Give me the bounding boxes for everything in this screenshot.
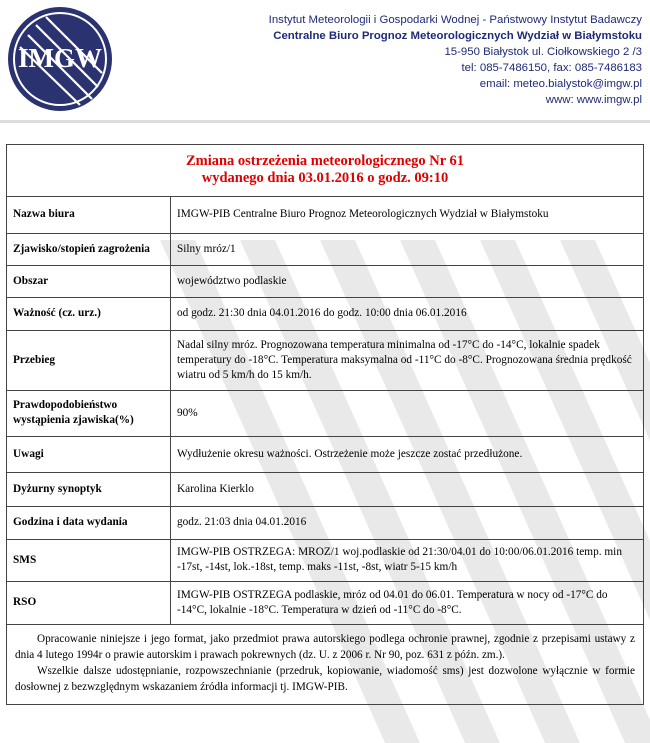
row-value: od godz. 21:30 dnia 04.01.2016 do godz. 10:00 dnia 06.01.2016	[171, 297, 644, 330]
row-value: IMGW-PIB OSTRZEGA: MROZ/1 woj.podlaskie od 21:30/04.01 do 10:00/06.01.2016 temp. min -17st, -14st, lok.-18st, temp. maks -11st, -8st, wiatr 5-15 km/h	[171, 539, 644, 581]
table-row	[7, 539, 643, 581]
row-label: Obszar	[7, 265, 171, 297]
row-label: Uwagi	[7, 436, 171, 472]
table-row	[7, 436, 643, 472]
website[interactable]: www: www.imgw.pl	[545, 94, 642, 106]
copyright-paragraph: Opracowanie niniejsze i jego format, jako przedmiot prawa autorskiego podlega ochronie prawnej, zgodnie z przepisami ustawy z dnia 4 lutego 1994r o prawie autorskim i prawach pokrewnych (dz. U. z 2006 r. Nr 90, poz. 631 z późn. zm.).	[15, 632, 635, 661]
redistribution-paragraph: Wszelkie dalsze udostępnianie, rozpowszechnianie (przedruk, kopiowanie, wiadomość sms) jest dozwolone wyłącznie w formie dosłownej z bezwzględnym wskazaniem źródła informacji tj. IMGW-PIB.	[15, 664, 635, 693]
row-label: Przebieg	[7, 330, 171, 390]
row-label: Zjawisko/stopień zagrożenia	[7, 233, 171, 265]
table-row	[7, 233, 643, 265]
row-value: godz. 21:03 dnia 04.01.2016	[171, 506, 644, 539]
row-value: IMGW-PIB OSTRZEGA podlaskie, mróz od 04.01 do 06.01. Temperatura w nocy od -17°C do -14°C, lokalnie -18°C. Temperatura w dzień od -11°C do -8°C.	[171, 581, 644, 624]
bureau-name: Centralne Biuro Prognoz Meteorologicznych Wydział w Białymstoku	[273, 30, 642, 42]
phone-fax: tel: 085-7486150, fax: 085-7486183	[461, 62, 642, 74]
title-line-2: wydanego dnia 03.01.2016 o godz. 09:10	[201, 170, 449, 186]
institute-name: Instytut Meteorologii i Gospodarki Wodnej - Państwowy Instytut Badawczy	[268, 14, 642, 26]
title-line-1: Zmiana ostrzeżenia meteorologicznego Nr 61	[185, 153, 465, 169]
table-row	[7, 330, 643, 390]
table-row	[7, 197, 643, 233]
table-row	[7, 390, 643, 436]
row-value: województwo podlaskie	[171, 265, 644, 297]
table-row	[7, 265, 643, 297]
svg-text:IMGW: IMGW	[18, 43, 102, 73]
document-title	[7, 145, 643, 197]
institute-contact	[269, 12, 642, 108]
row-label: Prawdopodobieństwo wystąpienia zjawiska(%)	[7, 390, 171, 436]
copyright-notice	[7, 625, 643, 695]
header-divider	[0, 120, 650, 123]
row-value: 90%	[171, 390, 644, 436]
table-row	[7, 581, 643, 624]
row-value: IMGW-PIB Centralne Biuro Prognoz Meteorologicznych Wydział w Białymstoku	[171, 197, 644, 233]
letterhead	[0, 0, 650, 115]
email[interactable]: email: meteo.bialystok@imgw.pl	[479, 78, 642, 90]
row-label: Godzina i data wydania	[7, 506, 171, 539]
row-value: Silny mróz/1	[171, 233, 644, 265]
row-label: SMS	[7, 539, 171, 581]
warning-document	[6, 144, 644, 705]
row-label: RSO	[7, 581, 171, 624]
row-value: Karolina Kierklo	[171, 472, 644, 506]
warning-table	[7, 197, 643, 625]
row-label: Nazwa biura	[7, 197, 171, 233]
row-label: Ważność (cz. urz.)	[7, 297, 171, 330]
row-value: Wydłużenie okresu ważności. Ostrzeżenie może jeszcze zostać przedłużone.	[171, 436, 644, 472]
table-row	[7, 472, 643, 506]
row-label: Dyżurny synoptyk	[7, 472, 171, 506]
row-value: Nadal silny mróz. Prognozowana temperatura minimalna od -17°C do -14°C, lokalnie spadek temperatury do -18°C. Temperatura maksymalna od -11°C do -8°C. Prognozowana średnia prędkość wiatru od 5 km/h do 15 km/h.	[171, 330, 644, 390]
table-row	[7, 297, 643, 330]
imgw-logo-icon	[6, 5, 114, 113]
table-row	[7, 506, 643, 539]
address: 15-950 Białystok ul. Ciołkowskiego 2 /3	[444, 46, 642, 58]
